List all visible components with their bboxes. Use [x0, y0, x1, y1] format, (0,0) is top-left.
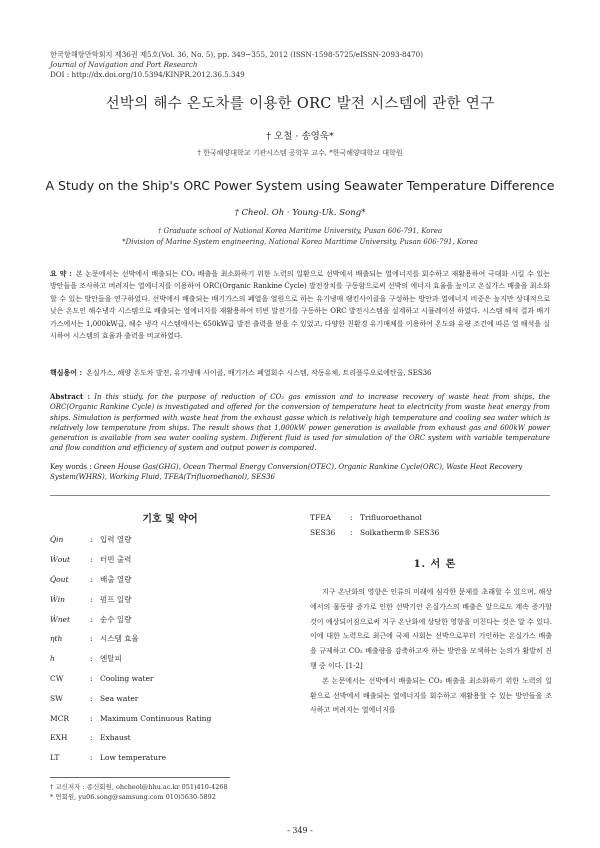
symbol: Ẇin — [50, 594, 65, 604]
nomenclature-row: Ẇout : 터빈 출력 — [50, 555, 132, 565]
abstract-korean-text: 본 논문에서는 선박에서 배출되는 CO₂ 배출을 최소화하기 위한 노력의 일환으로 선박에서 배출되는 열에너지를 회수하고 재활용하여 극대화 시킬 수 있는 방안들을 조사하고 버려지는 열에너지를 이용하여 ORC(Organic Rankine Cycle) 발전장치를 구동함으로써 선박의 에너지 효율을 높이고 온실가스 배출을 최소화할 수 있는 방안들을 연구하였다. 선박에서 배출되는 배기가스의 폐열을 열원으로 하는 유기냉매 랭킨사이클을 구성하는 방안과 열에너지 비중은 높지만 상대적으로 낮은 온도인 해수냉각 시스템으로 배출되는 열에너지를 재활용하여 터빈 발전기를 구동하는 ORC 발전시스템을 설계하고 시뮬레이션 하였다. 시스템 해석 결과 배기가스에서는 1,000kW급, 해수 냉각 시스템에서는 650kW급 발전 출력을 얻을 수 있었고, 다양한 친환경 유기매체를 이용하여 온도와 유량 조건에 따른 열 해석을 실시하여 시스템의 효율과 출력을 비교하였다. — [50, 270, 550, 341]
nomenclature-row: TFEA : Trifluoroethanol — [310, 510, 560, 525]
symbol-desc: Low temperature — [100, 753, 167, 763]
title-korean: 선박의 해수 온도차를 이용한 ORC 발전 시스템에 관한 연구 — [105, 96, 495, 112]
nomenclature-row: Ẇnet : 순수 일량 — [50, 614, 132, 624]
paragraph: 본 논문에서는 선박에서 배출되는 CO₂ 배출을 최소화하기 위한 노력의 일환으로 선박에서 배출되는 열에너지를 회수하고 재활용할 수 있는 방안들을 조사하고 버려지는 열에너지를 — [310, 676, 552, 715]
symbol-desc: 펌프 일량 — [100, 594, 132, 604]
footnote-member: * 연회원, yu06.song@samsung.com 010)5630-5892 — [50, 793, 216, 801]
nomenclature-row: EXH : Exhaust — [50, 733, 131, 743]
section-heading-introduction: 1. 서 론 — [413, 559, 457, 570]
title-english: A Study on the Ship's ORC Power System using Seawater Temperature Difference — [45, 178, 555, 193]
footnote-corresponding: † 교신저자 : 종신회원, ohcheol@hhu.ac.kr 051)410-4268 — [50, 783, 228, 791]
symbol: Ẇnet — [50, 614, 70, 624]
journal-name-en: Journal of Navigation and Port Research — [50, 60, 198, 69]
nomenclature-row: SW : Sea water — [50, 693, 139, 703]
symbol: EXH — [50, 733, 68, 743]
keywords-korean-label: 핵심용어 : — [50, 368, 83, 377]
doi: DOI : http://dx.doi.org/10.5394/KINPR.2012.36.5.349 — [50, 70, 245, 79]
symbol: LT — [50, 753, 60, 763]
abstract-english — [50, 392, 550, 454]
keywords-english-label: Key words : — [50, 463, 92, 471]
symbol-desc: Cooling water — [100, 673, 154, 683]
nomenclature-row: MCR : Maximum Continuous Rating — [50, 713, 212, 723]
symbol-desc: Exhaust — [100, 733, 131, 743]
symbol: SW — [50, 693, 63, 703]
symbol: Q̇out — [50, 574, 69, 584]
footnote-divider — [50, 777, 230, 778]
symbol-desc: 시스템 효율 — [100, 634, 139, 644]
footnotes — [50, 782, 350, 802]
symbol: ηth — [50, 634, 63, 644]
keywords-english-text: Green House Gas(GHG), Ocean Thermal Energy Conversion(OTEC), Organic Rankine Cycle(ORC), Waste Heat Recovery System(WHRS), Working Fluid, TFEA(Trifluoroethanol), SES36 — [50, 463, 523, 482]
symbol: h — [50, 654, 55, 664]
nomenclature-row: SES36 : Solkatherm® SES36 — [310, 525, 560, 540]
symbol-desc: Solkatherm® SES36 — [360, 528, 440, 537]
affiliation-korean: † 한국해양대학교 기관시스템 공학부 교수, *한국해양대학교 대학원 — [197, 149, 403, 157]
affiliation-english — [0, 226, 600, 248]
symbol-desc: 엔탈피 — [100, 654, 122, 664]
symbol-desc: 터빈 출력 — [100, 555, 132, 565]
journal-citation: 한국항해항만학회지 제36권 제5호(Vol. 36, No. 5), pp. 349~355, 2012 (ISSN-1598-5725/eISSN-2093-8470) — [50, 50, 424, 59]
symbol-desc: 배출 열량 — [100, 574, 132, 584]
journal-header — [50, 50, 550, 80]
nomenclature-row: Q̇in : 입력 열량 — [50, 535, 132, 545]
keywords-english — [50, 462, 550, 483]
symbol: Ẇout — [50, 555, 71, 565]
symbol: MCR — [50, 713, 70, 723]
symbol-desc: 입력 열량 — [100, 535, 132, 545]
symbol: TFEA — [310, 513, 332, 522]
abstract-english-label: Abstract : — [50, 392, 91, 401]
affiliation-english-2: *Division of Marine System engineering, National Korea Maritime University, Pusan 606-791, Korea — [122, 238, 478, 246]
abstract-korean — [50, 268, 550, 342]
section-body — [310, 585, 552, 718]
nomenclature-row: Ẇin : 펌프 일량 — [50, 594, 132, 604]
symbol: CW — [50, 673, 64, 683]
symbol-desc: Trifluoroethanol — [360, 513, 422, 522]
nomenclature-row: h : 엔탈피 — [50, 654, 122, 664]
symbol-desc: Maximum Continuous Rating — [100, 713, 212, 723]
nomenclature-heading: 기호 및 약어 — [142, 514, 198, 525]
page-number: - 349 - — [287, 826, 313, 835]
symbol: SES36 — [310, 528, 336, 537]
keywords-korean-text: 온실가스, 해양 온도차 발전, 유기냉매 사이클, 배기가스 폐열회수 시스템, 작동유체, 트리플루오로에탄올, SES36 — [86, 369, 432, 377]
nomenclature-row: LT : Low temperature — [50, 753, 167, 763]
nomenclature-row: CW : Cooling water — [50, 673, 154, 683]
abstract-english-text: In this study, for the purpose of reduction of CO₂ gas emission and to increase recovery of waste heat from ships, the ORC(Organic Rankine Cycle) is investigated and offered for the conversion of temperature heat to electricity from waste heat energy from ships. Simulation is performed with waste heat from the exhaust gasse which is relatively high temperature and cooling sea water which is relatively low temperature from ships. The result shows that 1,000kW power generation is available from exhaust gas and 600kW power generation is available from sea water cooling system. Different fluid is used for simulation of the ORC system with variable temperature and flow condition and efficiency of system and output power is compared. — [50, 393, 550, 453]
authors-english: † Cheol. Oh · Young-Uk. Song* — [234, 208, 366, 218]
paragraph: 지구 온난화의 영향은 인류의 미래에 심각한 문제를 초래할 수 있으며, 해상에서의 물동량 증가로 인한 선박기인 온실가스의 배출은 앞으로도 계속 증가할 것이 예상되어짐으로써 지구 온난화에 상당한 영향을 미친다는 것은 알 수 있다. 이에 대한 노력으로 최근에 국제 사회는 선박으로부터 기인하는 온실가스 배출을 규제하고 CO₂ 배출량을 감축하고자 하는 방안을 모색하는 논의가 활발히 진행 중 이다. [1-2] — [310, 588, 552, 670]
keywords-korean — [50, 367, 550, 379]
nomenclature-row: Q̇out : 배출 열량 — [50, 574, 132, 584]
nomenclature-list — [50, 530, 290, 768]
nomenclature-row: ηth : 시스템 효율 — [50, 634, 139, 644]
nomenclature-continued — [310, 510, 560, 540]
symbol-desc: 순수 일량 — [100, 614, 132, 624]
symbol: Q̇in — [50, 535, 64, 545]
authors-korean: † 오철 · 송영욱* — [266, 131, 334, 142]
affiliation-english-1: † Graduate school of National Korea Maritime University, Pusan 606-791, Korea — [157, 227, 443, 235]
symbol-desc: Sea water — [100, 693, 139, 703]
divider — [50, 495, 550, 496]
abstract-korean-label: 요 약 : — [50, 269, 72, 278]
